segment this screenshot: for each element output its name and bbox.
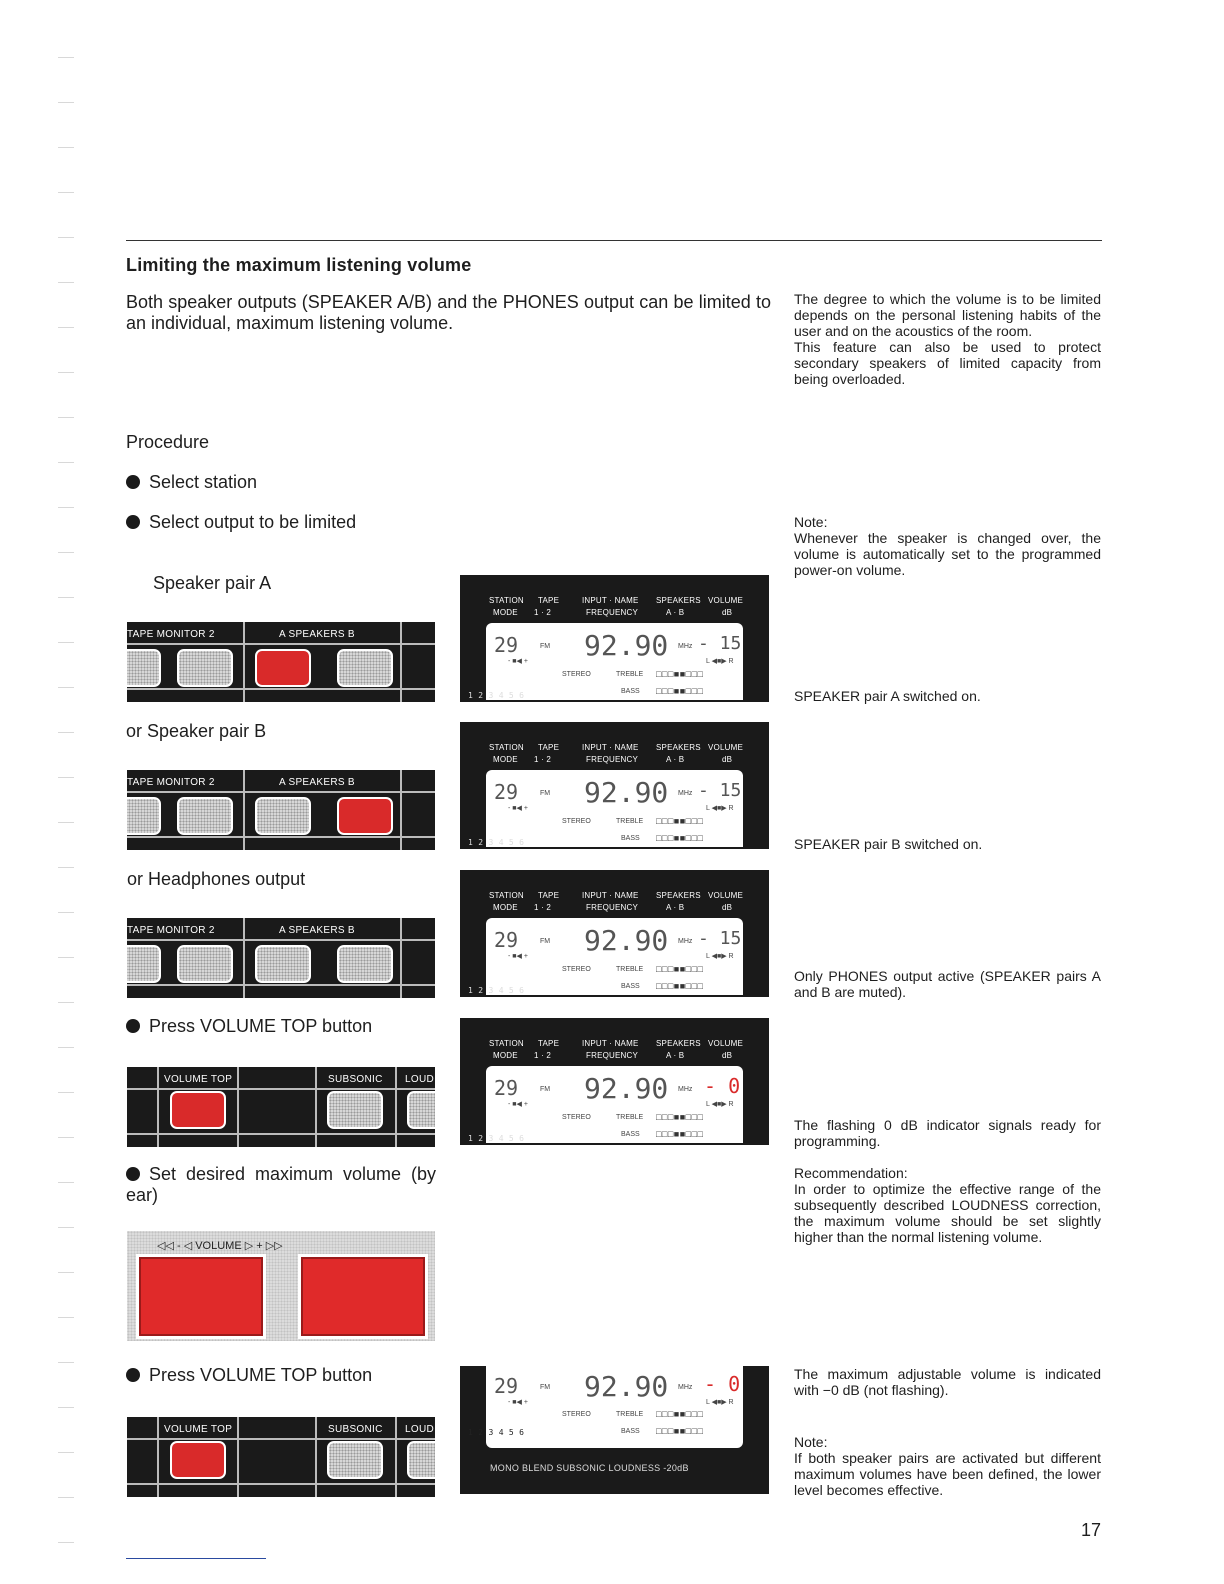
frequency-readout: 92.90 bbox=[584, 776, 669, 809]
display-headphones bbox=[460, 870, 769, 997]
volume-top-label: VOLUME TOP bbox=[164, 1074, 233, 1085]
balance-indicator: L ◀■▶ R bbox=[706, 1101, 734, 1108]
step-set-volume: Set desired maximum volume (by ear) bbox=[126, 1164, 436, 1205]
speaker-panel-b bbox=[127, 770, 435, 850]
hdr-ab: A · B bbox=[666, 903, 685, 912]
treble-bar: □□□■■□□□ bbox=[656, 669, 704, 679]
option-speaker-b-label: or Speaker pair B bbox=[126, 721, 267, 741]
fm-label: FM bbox=[540, 643, 551, 650]
hdr-speakers: SPEAKERS bbox=[656, 596, 701, 605]
side-intro-p1: The degree to which the volume is to be limited depends on the personal listening habits of the user and on the acoustics of the room. bbox=[794, 291, 1101, 339]
hdr-ab: A · B bbox=[666, 1051, 685, 1060]
bass-bar: □□□■■□□□ bbox=[656, 833, 704, 843]
top-rule bbox=[126, 240, 1102, 241]
subsonic-label: SUBSONIC bbox=[328, 1074, 383, 1085]
bullet-icon bbox=[126, 1167, 140, 1181]
frequency-readout: 92.90 bbox=[584, 1370, 669, 1403]
hdr-input: INPUT · NAME bbox=[582, 891, 639, 900]
hdr-speakers: SPEAKERS bbox=[656, 1039, 701, 1048]
recommendation bbox=[794, 1165, 1101, 1245]
mhz-label: MHz bbox=[678, 1384, 693, 1391]
hdr-mode: MODE bbox=[493, 608, 518, 617]
bullet-icon bbox=[126, 515, 140, 529]
hdr-frequency: FREQUENCY bbox=[586, 755, 639, 764]
speaker-a-button[interactable] bbox=[255, 649, 311, 687]
stereo-label: STEREO bbox=[562, 818, 591, 825]
volume-up-button[interactable] bbox=[301, 1257, 425, 1336]
hdr-station: STATION bbox=[489, 596, 524, 605]
option-headphones-label: or Headphones output bbox=[127, 869, 306, 889]
treble-label: TREBLE bbox=[616, 966, 644, 973]
tape-monitor-2-button[interactable] bbox=[177, 649, 233, 687]
stereo-label: STEREO bbox=[562, 1411, 591, 1418]
bass-label: BASS bbox=[621, 983, 640, 990]
volume-top-label: VOLUME TOP bbox=[164, 1424, 233, 1435]
balance-indicator: L ◀■▶ R bbox=[706, 658, 734, 665]
mhz-label: MHz bbox=[678, 938, 693, 945]
subsonic-button[interactable] bbox=[327, 1091, 383, 1129]
hdr-mode: MODE bbox=[493, 1051, 518, 1060]
display-final bbox=[460, 1366, 769, 1494]
hdr-db: dB bbox=[722, 755, 733, 764]
note-different-volumes bbox=[794, 1434, 1101, 1498]
treble-bar: □□□■■□□□ bbox=[656, 1409, 704, 1419]
hdr-mode: MODE bbox=[493, 755, 518, 764]
step-press-volume-top: Press VOLUME TOP button bbox=[126, 1016, 372, 1037]
fm-label: FM bbox=[540, 938, 551, 945]
hdr-frequency: FREQUENCY bbox=[586, 1051, 639, 1060]
hdr-tape-nums: 1 · 2 bbox=[534, 608, 552, 617]
step-press-volume-top-again: Press VOLUME TOP button bbox=[126, 1365, 372, 1386]
caption-speaker-a: SPEAKER pair A switched on. bbox=[794, 688, 981, 704]
tape-monitor-label: TAPE MONITOR 2 bbox=[127, 925, 215, 936]
frequency-readout: 92.90 bbox=[584, 924, 669, 957]
speaker-panel-headphones bbox=[127, 918, 435, 998]
hdr-mode: MODE bbox=[493, 903, 518, 912]
bass-label: BASS bbox=[621, 1131, 640, 1138]
function-strip: MONO BLEND SUBSONIC LOUDNESS -20dB bbox=[490, 1463, 689, 1473]
lcd-screen bbox=[486, 1366, 743, 1448]
lcd-screen bbox=[486, 770, 743, 847]
tape-monitor-1-button[interactable] bbox=[127, 649, 161, 687]
hdr-db: dB bbox=[722, 1051, 733, 1060]
lcd-screen bbox=[486, 918, 743, 995]
treble-label: TREBLE bbox=[616, 818, 644, 825]
hdr-frequency: FREQUENCY bbox=[586, 903, 639, 912]
station-number: 29 bbox=[494, 633, 519, 657]
hdr-db: dB bbox=[722, 903, 733, 912]
loud-label: LOUD bbox=[405, 1074, 434, 1085]
loud-label: LOUD bbox=[405, 1424, 434, 1435]
volume-readout: - 15 bbox=[698, 633, 742, 654]
display-speaker-a bbox=[460, 575, 769, 702]
mhz-label: MHz bbox=[678, 1086, 693, 1093]
recommendation-title: Recommendation: bbox=[794, 1165, 908, 1181]
step-select-station: Select station bbox=[126, 472, 257, 493]
hdr-input: INPUT · NAME bbox=[582, 743, 639, 752]
speakers-label: A SPEAKERS B bbox=[279, 777, 355, 788]
speaker-a-button[interactable] bbox=[255, 945, 311, 983]
hdr-speakers: SPEAKERS bbox=[656, 743, 701, 752]
tuning-indicator: - ■◀ + bbox=[508, 1101, 528, 1108]
hdr-tape: TAPE bbox=[538, 743, 560, 752]
treble-bar: □□□■■□□□ bbox=[656, 964, 704, 974]
hdr-station: STATION bbox=[489, 891, 524, 900]
speaker-panel-a bbox=[127, 622, 435, 702]
volume-readout: - 15 bbox=[698, 928, 742, 949]
speaker-b-button[interactable] bbox=[337, 797, 393, 835]
step-select-output: Select output to be limited bbox=[126, 512, 356, 533]
bass-label: BASS bbox=[621, 1428, 640, 1435]
lcd-screen bbox=[486, 1066, 743, 1143]
preset-strip: 1 2 3 4 5 6 bbox=[468, 691, 525, 700]
hdr-ab: A · B bbox=[666, 755, 685, 764]
volume-top-panel-final bbox=[127, 1417, 435, 1497]
hdr-speakers: SPEAKERS bbox=[656, 891, 701, 900]
stereo-label: STEREO bbox=[562, 1114, 591, 1121]
volume-down-button[interactable] bbox=[139, 1257, 263, 1336]
option-speaker-a-label: Speaker pair A bbox=[153, 573, 272, 593]
note-title: Note: bbox=[794, 1434, 828, 1450]
hdr-input: INPUT · NAME bbox=[582, 1039, 639, 1048]
volume-top-button[interactable] bbox=[170, 1441, 226, 1479]
speakers-label: A SPEAKERS B bbox=[279, 925, 355, 936]
tape-monitor-1-button[interactable] bbox=[127, 797, 161, 835]
intro-paragraph: Both speaker outputs (SPEAKER A/B) and the PHONES output can be limited to an individual, maximum listening volume. bbox=[126, 292, 771, 333]
side-intro bbox=[794, 291, 1101, 387]
note-text: Whenever the speaker is changed over, the volume is automatically set to the programmed power-on volume. bbox=[794, 530, 1101, 578]
bullet-icon bbox=[126, 1368, 140, 1382]
hdr-tape: TAPE bbox=[538, 891, 560, 900]
treble-bar: □□□■■□□□ bbox=[656, 1112, 704, 1122]
station-number: 29 bbox=[494, 928, 519, 952]
footer-line bbox=[126, 1558, 266, 1559]
hdr-volume: VOLUME bbox=[708, 596, 743, 605]
treble-label: TREBLE bbox=[616, 671, 644, 678]
tape-monitor-2-button[interactable] bbox=[177, 945, 233, 983]
frequency-readout: 92.90 bbox=[584, 1072, 669, 1105]
side-intro-p2: This feature can also be used to protect secondary speakers of limited capacity from being overloaded. bbox=[794, 339, 1101, 387]
frequency-readout: 92.90 bbox=[584, 629, 669, 662]
treble-label: TREBLE bbox=[616, 1114, 644, 1121]
tuning-indicator: - ■◀ + bbox=[508, 805, 528, 812]
note-text: If both speaker pairs are activated but different maximum volumes have been defined, the lower level becomes effective. bbox=[794, 1450, 1101, 1498]
caption-flashing: The flashing 0 dB indicator signals ready for programming. bbox=[794, 1117, 1101, 1149]
subsonic-button[interactable] bbox=[327, 1441, 383, 1479]
bass-bar: □□□■■□□□ bbox=[656, 1129, 704, 1139]
balance-indicator: L ◀■▶ R bbox=[706, 953, 734, 960]
hdr-db: dB bbox=[722, 608, 733, 617]
page-number: 17 bbox=[1080, 1520, 1101, 1540]
bullet-icon bbox=[126, 1019, 140, 1033]
bass-bar: □□□■■□□□ bbox=[656, 1426, 704, 1436]
hdr-tape-nums: 1 · 2 bbox=[534, 903, 552, 912]
fm-label: FM bbox=[540, 1384, 551, 1391]
tape-monitor-label: TAPE MONITOR 2 bbox=[127, 629, 215, 640]
bass-bar: □□□■■□□□ bbox=[656, 981, 704, 991]
mhz-label: MHz bbox=[678, 790, 693, 797]
hdr-volume: VOLUME bbox=[708, 743, 743, 752]
hdr-tape-nums: 1 · 2 bbox=[534, 755, 552, 764]
speakers-label: A SPEAKERS B bbox=[279, 629, 355, 640]
subsonic-label: SUBSONIC bbox=[328, 1424, 383, 1435]
hdr-station: STATION bbox=[489, 1039, 524, 1048]
section-heading: Limiting the maximum listening volume bbox=[126, 255, 472, 275]
station-number: 29 bbox=[494, 780, 519, 804]
tape-monitor-label: TAPE MONITOR 2 bbox=[127, 777, 215, 788]
note-title: Note: bbox=[794, 514, 828, 530]
balance-indicator: L ◀■▶ R bbox=[706, 805, 734, 812]
station-number: 29 bbox=[494, 1076, 519, 1100]
treble-label: TREBLE bbox=[616, 1411, 644, 1418]
procedure-label: Procedure bbox=[126, 432, 210, 452]
caption-headphones: Only PHONES output active (SPEAKER pairs A and B are muted). bbox=[794, 968, 1101, 1000]
volume-readout-flashing: - 0 bbox=[704, 1074, 741, 1098]
balance-indicator: L ◀■▶ R bbox=[706, 1399, 734, 1406]
loudness-button[interactable] bbox=[407, 1441, 435, 1479]
hdr-tape: TAPE bbox=[538, 1039, 560, 1048]
tape-monitor-1-button[interactable] bbox=[127, 945, 161, 983]
fm-label: FM bbox=[540, 790, 551, 797]
stereo-label: STEREO bbox=[562, 671, 591, 678]
bass-label: BASS bbox=[621, 688, 640, 695]
hdr-frequency: FREQUENCY bbox=[586, 608, 639, 617]
hdr-volume: VOLUME bbox=[708, 1039, 743, 1048]
note-speaker-change bbox=[794, 514, 1101, 578]
fm-label: FM bbox=[540, 1086, 551, 1093]
preset-strip: 1 2 3 4 5 6 bbox=[468, 838, 525, 847]
display-speaker-b bbox=[460, 722, 769, 849]
tape-monitor-2-button[interactable] bbox=[177, 797, 233, 835]
stereo-label: STEREO bbox=[562, 966, 591, 973]
tuning-indicator: - ■◀ + bbox=[508, 953, 528, 960]
volume-top-panel bbox=[127, 1067, 435, 1147]
caption-max-volume: The maximum adjustable volume is indicated with −0 dB (not flashing). bbox=[794, 1366, 1101, 1398]
speaker-a-button[interactable] bbox=[255, 797, 311, 835]
hdr-tape: TAPE bbox=[538, 596, 560, 605]
hdr-ab: A · B bbox=[666, 608, 685, 617]
volume-readout: - 15 bbox=[698, 780, 742, 801]
speaker-b-button[interactable] bbox=[337, 649, 393, 687]
hdr-input: INPUT · NAME bbox=[582, 596, 639, 605]
tuning-indicator: - ■◀ + bbox=[508, 658, 528, 665]
bullet-icon bbox=[126, 475, 140, 489]
volume-readout-max: - 0 bbox=[704, 1372, 741, 1396]
speaker-b-button[interactable] bbox=[337, 945, 393, 983]
preset-strip: 1 2 3 4 5 6 bbox=[468, 1428, 525, 1437]
bass-label: BASS bbox=[621, 835, 640, 842]
tuning-indicator: - ■◀ + bbox=[508, 1399, 528, 1406]
caption-speaker-b: SPEAKER pair B switched on. bbox=[794, 836, 983, 852]
hdr-volume: VOLUME bbox=[708, 891, 743, 900]
mhz-label: MHz bbox=[678, 643, 693, 650]
display-flashing bbox=[460, 1018, 769, 1145]
preset-strip: 1 2 3 4 5 6 bbox=[468, 986, 525, 995]
volume-labels: ◁◁ - ◁ VOLUME ▷ + ▷▷ bbox=[157, 1240, 283, 1252]
treble-bar: □□□■■□□□ bbox=[656, 816, 704, 826]
station-number: 29 bbox=[494, 1374, 519, 1398]
recommendation-text: In order to optimize the effective range of the subsequently described LOUDNESS correction, the maximum volume should be set slightly higher than the normal listening volume. bbox=[794, 1181, 1101, 1245]
preset-strip: 1 2 3 4 5 6 bbox=[468, 1134, 525, 1143]
hdr-tape-nums: 1 · 2 bbox=[534, 1051, 552, 1060]
volume-control-panel bbox=[127, 1231, 435, 1341]
bass-bar: □□□■■□□□ bbox=[656, 686, 704, 696]
volume-top-button[interactable] bbox=[170, 1091, 226, 1129]
lcd-screen bbox=[486, 623, 743, 700]
hdr-station: STATION bbox=[489, 743, 524, 752]
loudness-button[interactable] bbox=[407, 1091, 435, 1129]
